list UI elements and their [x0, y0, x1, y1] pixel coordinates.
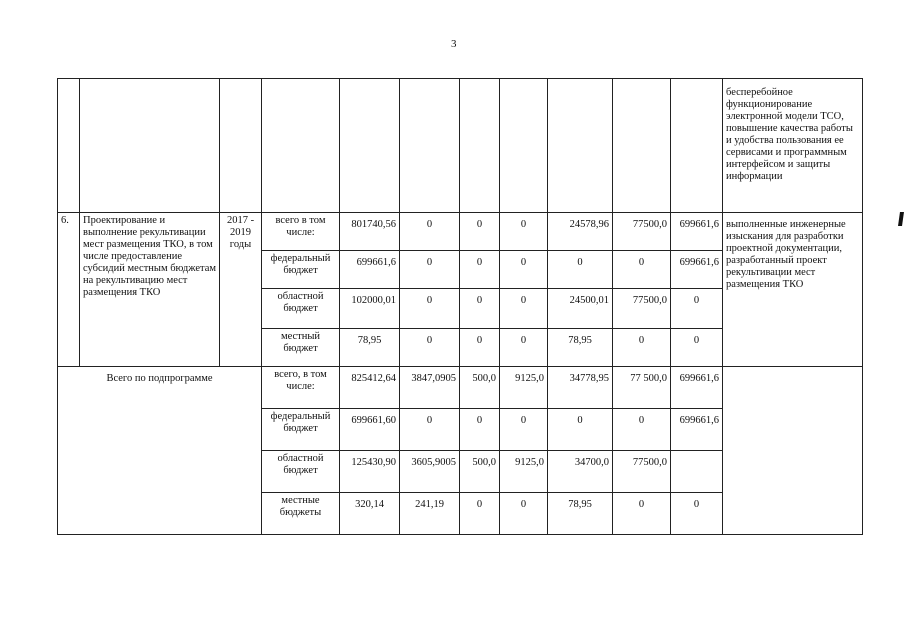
cell-value: 0 — [400, 289, 460, 329]
cell-value: 0 — [500, 213, 548, 251]
cell — [58, 79, 80, 213]
cell-value — [671, 451, 723, 493]
cell-value: 78,95 — [340, 329, 400, 367]
cell-value: 34778,95 — [548, 367, 613, 409]
cell — [80, 79, 220, 213]
funding-source: федеральный бюджет — [262, 251, 340, 289]
cell — [262, 79, 340, 213]
cell-value: 0 — [671, 289, 723, 329]
funding-source: местный бюджет — [262, 329, 340, 367]
cell-value: 0 — [500, 329, 548, 367]
funding-source: всего в том числе: — [262, 213, 340, 251]
cell-value: 78,95 — [548, 329, 613, 367]
cell — [340, 79, 400, 213]
cell-value: 77 500,0 — [613, 367, 671, 409]
row-number: 6. — [58, 213, 80, 367]
cell-value: 102000,01 — [340, 289, 400, 329]
cell — [500, 79, 548, 213]
result-text: бесперебойное функционирование электронной модели ТСО, повышение качества работы и удобства пользования ее сервисами и программным интерфейсом и защиты информации — [723, 79, 863, 213]
cell-value: 699661,60 — [340, 409, 400, 451]
cell-value: 0 — [460, 289, 500, 329]
cell-value: 0 — [400, 251, 460, 289]
table-row — [58, 213, 863, 251]
table-row — [58, 367, 863, 409]
cell-value: 0 — [400, 409, 460, 451]
cell — [220, 79, 262, 213]
funding-source: всего, в том числе: — [262, 367, 340, 409]
cell-value: 3605,9005 — [400, 451, 460, 493]
cell-value: 0 — [460, 251, 500, 289]
cell-value: 0 — [613, 493, 671, 535]
cell — [400, 79, 460, 213]
cell — [613, 79, 671, 213]
funding-source: федеральный бюджет — [262, 409, 340, 451]
cell-value: 699661,6 — [340, 251, 400, 289]
cell-value: 0 — [671, 329, 723, 367]
cell-value: 699661,6 — [671, 409, 723, 451]
cell-value: 125430,90 — [340, 451, 400, 493]
cell-value: 78,95 — [548, 493, 613, 535]
cell-value: 24500,01 — [548, 289, 613, 329]
cell-value: 0 — [500, 251, 548, 289]
cell-value: 825412,64 — [340, 367, 400, 409]
result-text — [723, 367, 863, 535]
cell-value: 801740,56 — [340, 213, 400, 251]
cell-value: 34700,0 — [548, 451, 613, 493]
cell-value: 500,0 — [460, 451, 500, 493]
cell-value: 500,0 — [460, 367, 500, 409]
page-number: 3 — [451, 38, 457, 50]
cell-value: 3847,0905 — [400, 367, 460, 409]
cell-value: 0 — [548, 409, 613, 451]
cell-value: 9125,0 — [500, 451, 548, 493]
cell-value: 0 — [613, 251, 671, 289]
cell-value: 77500,0 — [613, 451, 671, 493]
funding-source: областной бюджет — [262, 289, 340, 329]
cell-value: 0 — [613, 409, 671, 451]
cell-value: 0 — [460, 493, 500, 535]
cell-value: 699661,6 — [671, 367, 723, 409]
cell-value: 0 — [400, 213, 460, 251]
table-row — [58, 79, 863, 213]
cell-value: 0 — [460, 409, 500, 451]
cell-value: 24578,96 — [548, 213, 613, 251]
funding-source: местные бюджеты — [262, 493, 340, 535]
cell-value: 699661,6 — [671, 213, 723, 251]
cell-value: 77500,0 — [613, 213, 671, 251]
cell-value: 0 — [671, 493, 723, 535]
scan-mark — [898, 212, 904, 226]
period: 2017 - 2019 годы — [220, 213, 262, 367]
cell-value: 0 — [500, 493, 548, 535]
cell-value: 77500,0 — [613, 289, 671, 329]
cell — [548, 79, 613, 213]
cell-value: 0 — [460, 213, 500, 251]
cell-value: 0 — [548, 251, 613, 289]
cell-value: 0 — [400, 329, 460, 367]
funding-source: областной бюджет — [262, 451, 340, 493]
cell-value: 0 — [500, 289, 548, 329]
cell-value: 0 — [500, 409, 548, 451]
cell — [460, 79, 500, 213]
cell-value: 9125,0 — [500, 367, 548, 409]
cell-value: 699661,6 — [671, 251, 723, 289]
total-label: Всего по подпрограмме — [58, 367, 262, 535]
cell-value: 0 — [613, 329, 671, 367]
cell-value: 320,14 — [340, 493, 400, 535]
result-text: выполненные инженерные изыскания для разработки проектной документации, разработанный проект рекультивации мест размещения ТКО — [723, 213, 863, 367]
cell — [671, 79, 723, 213]
cell-value: 0 — [460, 329, 500, 367]
budget-table — [57, 78, 863, 535]
measure-name: Проектирование и выполнение рекультивации мест размещения ТКО, в том числе предоставление субсидий местным бюджетам на рекультивацию мест размещения ТКО — [80, 213, 220, 367]
cell-value: 241,19 — [400, 493, 460, 535]
